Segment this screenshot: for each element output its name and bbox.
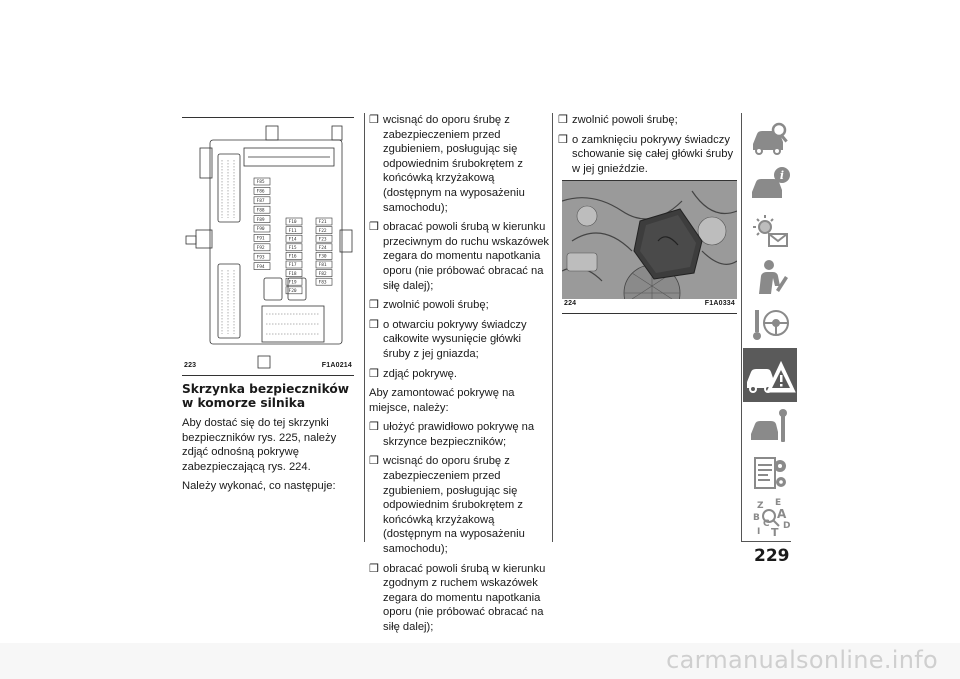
list-item-text: ułożyć prawidłowo pokrywę na skrzynce bezpieczników; (383, 421, 535, 448)
index-letter: E (775, 498, 782, 508)
list-item (369, 562, 549, 635)
refit-paragraph: Aby zamontować pokrywę na miejsce, należy: (369, 387, 515, 414)
watermark-text: carmanualsonline.info (666, 646, 938, 674)
sidebar-divider (741, 113, 742, 542)
fuse-label: F81 (318, 263, 327, 269)
fuse-label: F94 (256, 264, 265, 270)
list-item (369, 298, 549, 313)
fuse-label: F17 (288, 263, 297, 269)
fuse-label: F88 (256, 208, 265, 214)
specifications-icon[interactable] (749, 452, 791, 494)
bullet-marker: ❒ (369, 367, 379, 380)
fuse-box-diagram-figure (182, 117, 354, 376)
list-item-text: o otwarciu pokrywy świadczy całkowite wysunięcie główki śruby z jej gniazda; (383, 318, 527, 360)
index-letter: A (777, 507, 787, 521)
index-letter: T (771, 526, 779, 538)
fuse-cover-photo-figure (562, 180, 737, 314)
list-item-text: obracać powoli śrubą w kierunku przeciwnym do ruchu wskazówek zegara do momentu napotkania oporu (nie próbować obracać na siłę dalej); (383, 221, 550, 292)
bullet-marker: ❒ (369, 299, 379, 312)
list-item-text: obracać powoli śrubą w kierunku zgodnym z ruchem wskazówek zegara do momentu napotkania oporu (nie próbować obracać na siłę dalej); (383, 562, 546, 633)
car-info-icon[interactable] (749, 164, 791, 206)
bullet-marker: ❒ (369, 114, 379, 126)
middle-text-column (369, 113, 549, 640)
column-divider (552, 113, 553, 542)
fuse-box-diagram (182, 118, 354, 375)
steps-intro-paragraph: Należy wykonać, co następuje: (182, 480, 336, 493)
fuse-label: F10 (288, 220, 297, 226)
alphabetical-index-icon[interactable] (749, 496, 791, 538)
bullet-marker: ❒ (558, 133, 568, 146)
figure-code: F1A0334 (704, 300, 735, 307)
fuse-label: F19 (288, 280, 297, 286)
fuse-label: F14 (288, 237, 297, 243)
car-search-icon[interactable] (749, 118, 791, 160)
list-item (369, 420, 549, 449)
fuse-label: F82 (318, 271, 327, 277)
fuse-label: F90 (256, 227, 265, 233)
list-item (369, 220, 549, 293)
left-text-column (182, 383, 357, 499)
breakdown-emergency-icon[interactable] (743, 348, 797, 402)
fuse-label: F22 (318, 228, 327, 234)
list-item-text: zwolnić powoli śrubę; (383, 299, 489, 312)
fuse-label: F91 (256, 236, 265, 242)
index-letter: Z (757, 501, 764, 511)
fuse-label: F11 (288, 228, 297, 234)
fuse-label: F16 (288, 254, 297, 260)
bullet-marker: ❒ (369, 221, 379, 234)
index-letter: C (763, 519, 770, 529)
right-text-column (558, 113, 738, 181)
fuse-label: F15 (288, 246, 297, 251)
fuse-label: F24 (318, 246, 327, 251)
fuse-label: F85 (256, 180, 265, 186)
list-item (558, 133, 738, 177)
list-item-text: wcisnąć do oporu śrubę z zabezpieczeniem przed zgubieniem, posługując się odpowiednim śrubokrętem z końcówką krzyżakową (dostępnym na wyposażeniu samochodu); (383, 114, 525, 214)
fuse-label: F21 (318, 220, 327, 226)
figure-code: F1A0214 (321, 362, 352, 369)
section-heading-line1: Skrzynka bezpieczników (182, 382, 350, 396)
warning-lights-icon[interactable] (749, 210, 791, 252)
bullet-marker: ❒ (369, 455, 379, 468)
list-item-text: wcisnąć do oporu śrubę z zabezpieczeniem przed zgubieniem, posługując się odpowiednim śrubokrętem z końcówką krzyżakową (dostępnym na wyposażeniu samochodu); (383, 455, 525, 556)
fuse-label: F93 (256, 255, 265, 261)
list-item-text: zwolnić powoli śrubę; (572, 114, 678, 126)
fuse-label: F86 (256, 189, 265, 195)
index-letter: I (757, 527, 761, 537)
list-item-text: o zamknięciu pokrywy świadczy schowanie się całej główki śruby w jej gnieździe. (572, 133, 734, 175)
list-item (369, 367, 549, 382)
figure-number: 223 (184, 362, 197, 369)
bullet-marker: ❒ (558, 114, 568, 126)
section-heading (182, 383, 357, 410)
page-number: 229 (754, 546, 790, 566)
figure-number: 224 (564, 300, 577, 307)
fuse-label: F89 (256, 217, 265, 223)
driver-safety-icon[interactable] (749, 256, 791, 298)
fuse-label: F30 (318, 254, 327, 260)
list-item (558, 113, 738, 128)
key-steering-icon[interactable] (749, 302, 791, 344)
list-item (369, 113, 549, 215)
column-divider (364, 113, 365, 542)
car-maintenance-icon[interactable] (749, 406, 791, 448)
fuse-label: F18 (288, 271, 297, 277)
fuse-label: F23 (318, 237, 327, 243)
fuse-label: F83 (318, 280, 327, 286)
fuse-label: F20 (288, 289, 297, 294)
list-item (369, 454, 549, 556)
fuse-label: F87 (256, 199, 265, 204)
intro-paragraph: Aby dostać się do tej skrzynki bezpieczników rys. 225, należy zdjąć odnośną pokrywę zabezpieczającą rys. 224. (182, 417, 337, 473)
bullet-marker: ❒ (369, 562, 379, 575)
index-letter: B (753, 513, 760, 523)
section-heading-line2: w komorze silnika (182, 395, 306, 410)
fuse-label: F92 (256, 246, 265, 251)
index-letter: D (783, 521, 791, 531)
bullet-marker: ❒ (369, 318, 379, 331)
watermark-bar (0, 643, 960, 679)
engine-bay-photo (562, 181, 737, 313)
svg-text:i: i (779, 169, 785, 182)
bullet-marker: ❒ (369, 421, 379, 434)
list-item-text: zdjąć pokrywę. (383, 367, 457, 380)
list-item (369, 318, 549, 362)
sidebar-bottom-rule (741, 541, 791, 542)
